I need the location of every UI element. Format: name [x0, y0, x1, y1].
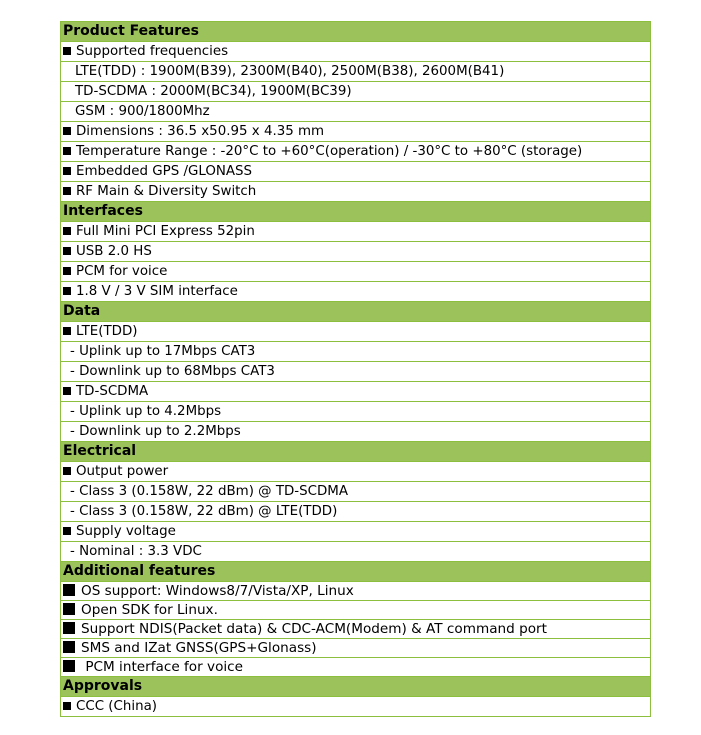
spec-text: - Downlink up to 68Mbps CAT3 [70, 364, 275, 379]
square-bullet-icon [63, 167, 71, 175]
spec-text: - Class 3 (0.158W, 22 dBm) @ LTE(TDD) [70, 504, 338, 519]
spec-row [61, 61, 650, 81]
spec-text: Supported frequencies [76, 44, 229, 59]
square-bullet-icon [63, 527, 71, 535]
square-bullet-icon [63, 327, 71, 335]
spec-row [61, 261, 650, 281]
spec-row [61, 281, 650, 301]
square-bullet-icon [63, 247, 71, 255]
spec-row [61, 321, 650, 341]
spec-text: CCC (China) [76, 699, 158, 714]
spec-table [60, 21, 651, 717]
spec-row [61, 638, 650, 657]
spec-row [61, 657, 650, 676]
spec-text: PCM for voice [76, 264, 168, 279]
spec-text: Dimensions : 36.5 x50.95 x 4.35 mm [76, 124, 325, 139]
spec-text: - Nominal : 3.3 VDC [70, 544, 202, 559]
spec-row [61, 521, 650, 541]
square-bullet-icon [63, 622, 75, 634]
section-title: Data [63, 303, 101, 319]
spec-row [61, 41, 650, 61]
spec-row [61, 361, 650, 381]
square-bullet-icon [63, 267, 71, 275]
section-header [61, 676, 650, 696]
spec-text: TD-SCDMA : 2000M(BC34), 1900M(BC39) [75, 84, 352, 99]
spec-text: PCM interface for voice [81, 659, 243, 675]
spec-text: 1.8 V / 3 V SIM interface [76, 284, 238, 299]
spec-row [61, 401, 650, 421]
square-bullet-icon [63, 467, 71, 475]
spec-row [61, 81, 650, 101]
spec-row [61, 600, 650, 619]
section-header [61, 22, 650, 41]
spec-row [61, 461, 650, 481]
square-bullet-icon [63, 660, 75, 672]
spec-text: Temperature Range : -20°C to +60°C(operation) / -30°C to +80°C (storage) [76, 144, 583, 159]
spec-text: LTE(TDD) [76, 324, 138, 339]
spec-text: Output power [76, 464, 169, 479]
spec-text: USB 2.0 HS [76, 244, 152, 259]
spec-row [61, 501, 650, 521]
spec-row [61, 696, 650, 716]
spec-text: LTE(TDD) : 1900M(B39), 2300M(B40), 2500M(B38), 2600M(B41) [75, 64, 505, 79]
section-title: Additional features [63, 563, 216, 579]
spec-text: SMS and IZat GNSS(GPS+Glonass) [81, 640, 317, 656]
square-bullet-icon [63, 702, 71, 710]
spec-text: Support NDIS(Packet data) & CDC-ACM(Modem) & AT command port [81, 621, 547, 637]
spec-row [61, 619, 650, 638]
spec-row [61, 221, 650, 241]
spec-row [61, 581, 650, 600]
square-bullet-icon [63, 603, 75, 615]
section-title: Electrical [63, 443, 137, 459]
square-bullet-icon [63, 387, 71, 395]
square-bullet-icon [63, 287, 71, 295]
spec-row [61, 181, 650, 201]
spec-text: TD-SCDMA [76, 384, 149, 399]
spec-row [61, 481, 650, 501]
spec-row [61, 541, 650, 561]
section-header [61, 301, 650, 321]
section-title: Product Features [63, 23, 199, 39]
square-bullet-icon [63, 641, 75, 653]
spec-text: RF Main & Diversity Switch [76, 184, 257, 199]
spec-text: OS support: Windows8/7/Vista/XP, Linux [81, 583, 354, 599]
spec-row [61, 341, 650, 361]
square-bullet-icon [63, 147, 71, 155]
square-bullet-icon [63, 227, 71, 235]
section-title: Interfaces [63, 203, 143, 219]
square-bullet-icon [63, 187, 71, 195]
square-bullet-icon [63, 127, 71, 135]
spec-text: - Uplink up to 4.2Mbps [70, 404, 222, 419]
section-header [61, 441, 650, 461]
section-title: Approvals [63, 678, 143, 694]
spec-row [61, 421, 650, 441]
section-header [61, 201, 650, 221]
spec-text: GSM : 900/1800Mhz [75, 104, 210, 119]
spec-text: Open SDK for Linux. [81, 602, 218, 618]
spec-text: - Uplink up to 17Mbps CAT3 [70, 344, 256, 359]
spec-row [61, 381, 650, 401]
square-bullet-icon [63, 47, 71, 55]
spec-text: - Class 3 (0.158W, 22 dBm) @ TD-SCDMA [70, 484, 349, 499]
spec-text: Supply voltage [76, 524, 176, 539]
square-bullet-icon [63, 584, 75, 596]
spec-row [61, 161, 650, 181]
spec-row [61, 241, 650, 261]
spec-text: - Downlink up to 2.2Mbps [70, 424, 241, 439]
section-header [61, 561, 650, 581]
spec-row [61, 121, 650, 141]
spec-row [61, 141, 650, 161]
spec-row [61, 101, 650, 121]
spec-text: Full Mini PCI Express 52pin [76, 224, 255, 239]
spec-text: Embedded GPS /GLONASS [76, 164, 253, 179]
